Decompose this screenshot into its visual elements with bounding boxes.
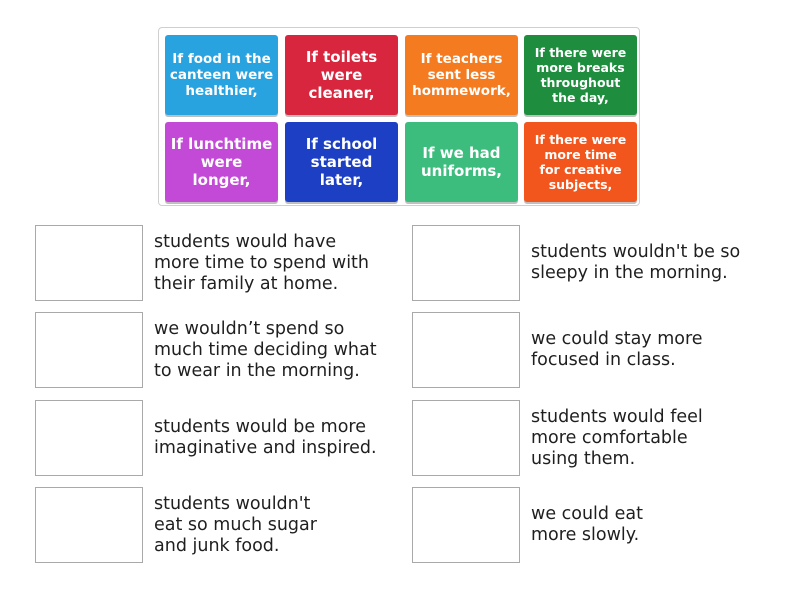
draggable-card[interactable]: If there were more breaks throughout the day, [524, 35, 637, 115]
draggable-card[interactable]: If there were more time for creative subjects, [524, 122, 637, 202]
draggable-card[interactable]: If teachers sent less hommework, [405, 35, 518, 115]
answer-text: we could stay more focused in class. [531, 329, 703, 370]
answer-text: students would have more time to spend with their family at home. [154, 231, 370, 294]
answer-text: students wouldn't be so sleepy in the morning. [531, 242, 741, 283]
draggable-card[interactable]: If food in the canteen were healthier, [165, 35, 278, 115]
drop-zone[interactable] [35, 312, 143, 388]
draggable-card[interactable]: If toilets were cleaner, [285, 35, 398, 115]
drop-zone[interactable] [412, 400, 520, 476]
answer-text: we wouldn’t spend so much time deciding what to wear in the morning. [154, 318, 377, 381]
drop-zone[interactable] [35, 487, 143, 563]
answer-text: students would be more imaginative and inspired. [154, 417, 377, 458]
answer-text: we could eat more slowly. [531, 504, 643, 545]
drop-zone[interactable] [35, 400, 143, 476]
drop-zone[interactable] [412, 312, 520, 388]
draggable-card[interactable]: If school started later, [285, 122, 398, 202]
draggable-card[interactable]: If lunchtime were longer, [165, 122, 278, 202]
drop-zone[interactable] [412, 487, 520, 563]
drop-zone[interactable] [35, 225, 143, 301]
answer-text: students would feel more comfortable using them. [531, 406, 703, 469]
drop-zone[interactable] [412, 225, 520, 301]
answer-text: students wouldn't eat so much sugar and junk food. [154, 493, 317, 556]
draggable-card[interactable]: If we had uniforms, [405, 122, 518, 202]
